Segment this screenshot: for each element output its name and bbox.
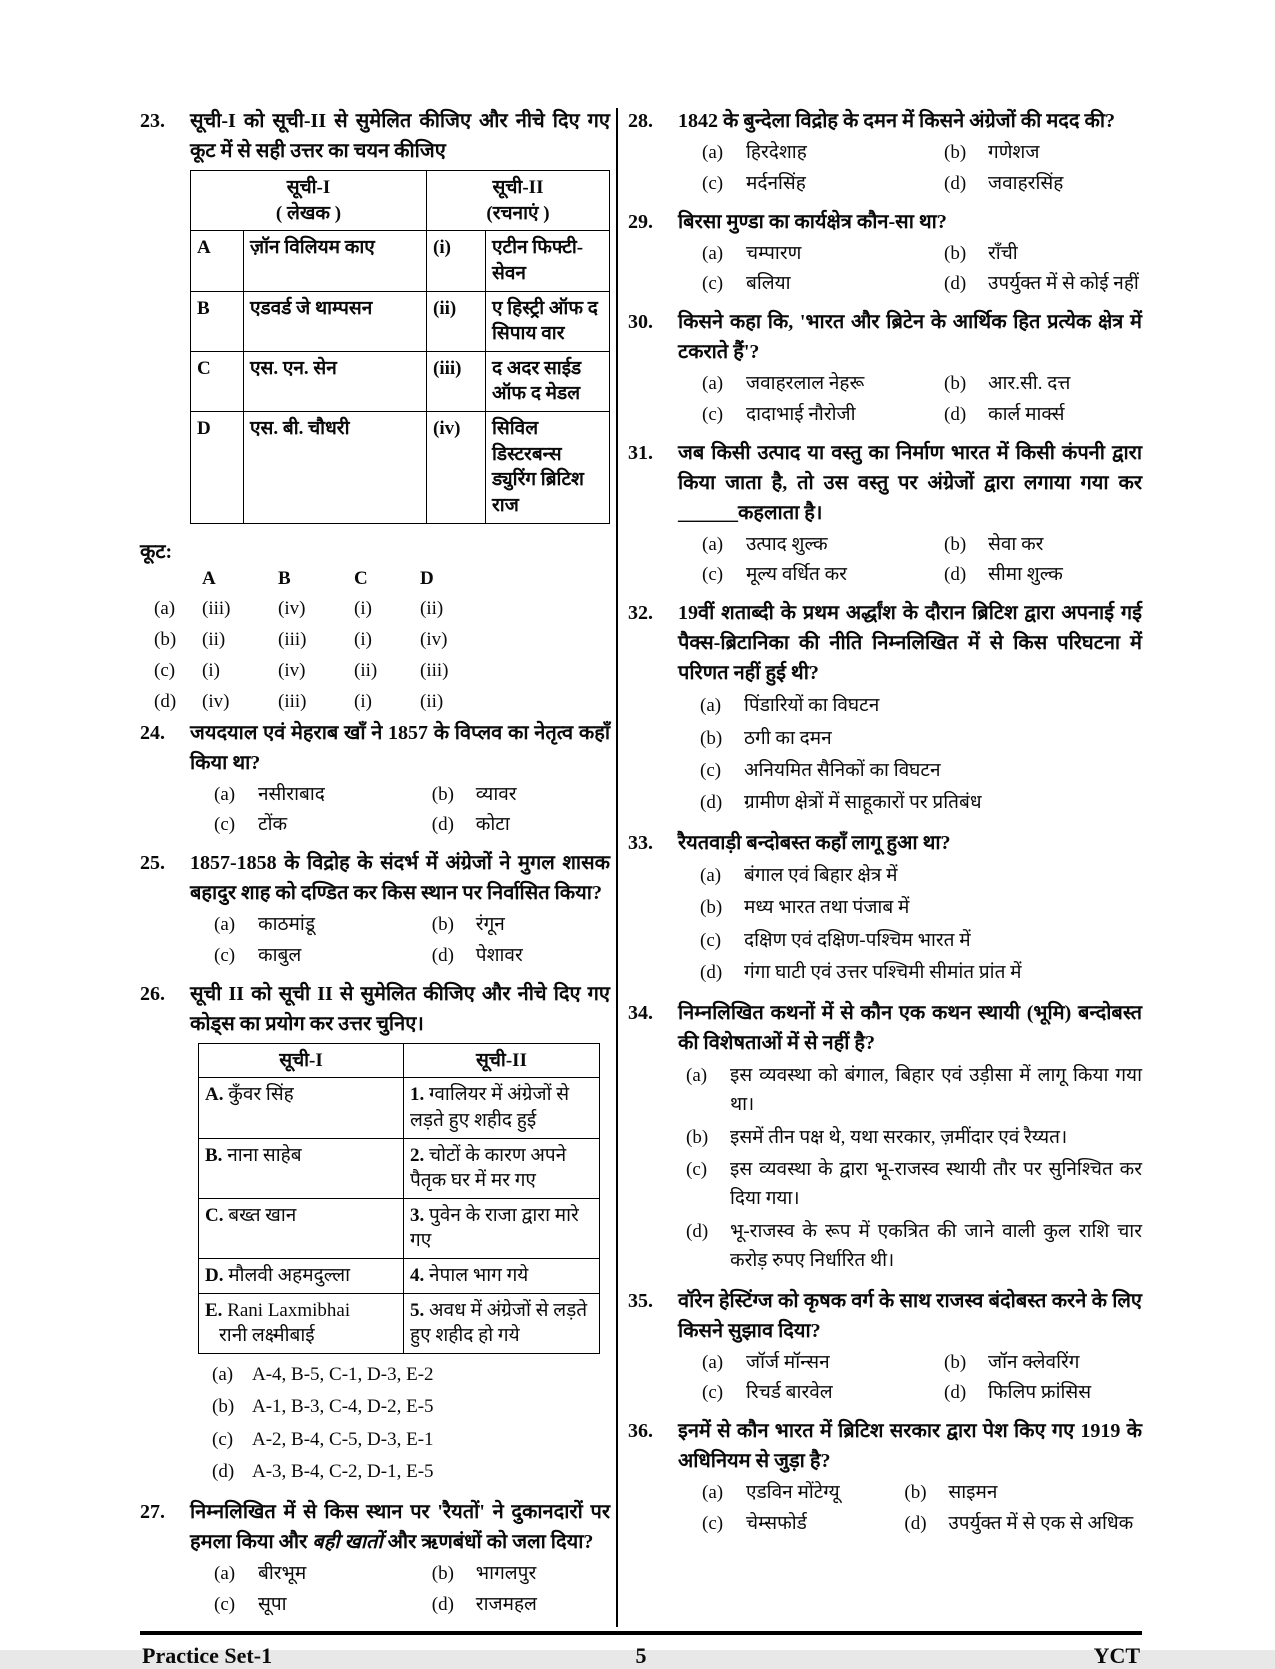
question-number: 34. [628,1001,653,1024]
question-29 [628,207,1142,301]
question-text: जब किसी उत्पाद या वस्तु का निर्माण भारत में किसी कंपनी द्वारा किया जाता है, तो उस वस्तु पर अंग्रेजों द्वारा लगाया गया कर ______कहलाता है। [678,441,1142,524]
question-31 [628,438,1142,592]
option-c: (c) अनियमित सैनिकों का विघटन [700,760,941,781]
question-35 [628,1286,1142,1410]
table-row: C. बख्त खान 3. पुवेन के राजा द्वारा मारे गए [199,1198,600,1258]
question-number: 29. [628,210,653,233]
column-divider [616,108,618,1627]
options [678,1348,1142,1410]
option-b: (b) गणेशज [944,142,1040,163]
option-d: (d) भू-राजस्व के रूप में एकत्रित की जाने वाली कुल राशि चार करोड़ रुपए निर्धारित थी। [686,1220,1142,1272]
question-32 [628,598,1142,821]
options [190,910,610,972]
option-a: (a) A-4, B-5, C-1, D-3, E-2 [212,1363,434,1385]
question-number: 24. [140,721,165,744]
table-row: B एडवर्ड जे थाम्पसन (ii) ए हिस्ट्री ऑफ द सिपाय वार [191,291,610,351]
question-23 [140,106,610,530]
table-row: C एस. एन. सेन (iii) द अदर साईड ऑफ द मेडल [191,351,610,411]
code-option-d: (d) (iv) (iii) (i) (ii) [154,690,444,712]
question-text: निम्नलिखित में से किस स्थान पर 'रैयतों' ने दुकानदारों पर हमला किया और बही खातों और ऋणबंधों को जला दिया? [190,1500,610,1553]
option-b: (b) ठगी का दमन [700,727,832,749]
table-row: E. Rani Laxmibhai रानी लक्ष्मीबाई 5. अवध में अंग्रेजों से लड़ते हुए शहीद हो गये [199,1293,600,1353]
question-text: बिरसा मुण्डा का कार्यक्षेत्र कौन-सा था? [678,210,947,233]
code-header: A B C D [202,567,434,589]
option-b: (b) मध्य भारत तथा पंजाब में [700,897,910,919]
question-text: किसने कहा कि, 'भारत और ब्रिटेन के आर्थिक हित प्रत्येक क्षेत्र में टकराते हैं'? [678,311,1142,364]
question-30 [628,307,1142,431]
question-number: 35. [628,1289,653,1312]
option-a: (a) बंगाल एवं बिहार क्षेत्र में [700,864,898,886]
option-d: (d) ग्रामीण क्षेत्रों में साहूकारों पर प्रतिबंध [700,792,982,814]
table-header: सूची-I सूची-II [199,1043,600,1078]
code-option-c: (c) (i) (iv) (ii) (iii) [154,659,449,681]
option-c: (c) बलिया [702,273,791,295]
koot-label: कूट: [140,540,173,563]
option-d: (d) कार्ल मार्क्स [944,403,1065,425]
table-row: D एस. बी. चौधरी (iv) सिविल डिस्टरबन्स ड्युरिंग ब्रिटिश राज [191,412,610,524]
option-b: (b) जॉन क्लेवरिंग [944,1351,1080,1373]
question-number: 30. [628,311,653,334]
options [190,780,610,842]
match-table-23 [190,170,610,524]
option-a: (a) बीरभूम [214,1562,307,1584]
option-a: (a) हिरदेशाह [702,142,807,163]
question-number: 32. [628,602,653,625]
option-b: (b) भागलपुर [431,1562,537,1584]
option-c: (c) दक्षिण एवं दक्षिण-पश्चिम भारत में [700,929,971,951]
table-row: D. मौलवी अहमदुल्ला 4. नेपाल भाग गये [199,1259,600,1294]
option-d: (d) उपर्युक्त में से कोई नहीं [944,273,1139,295]
page-number: 5 [635,1643,647,1669]
footer-series-title: Practice Set-1 [142,1643,273,1669]
question-36 [628,1416,1142,1540]
question-34 [628,998,1142,1279]
left-column [140,106,610,1627]
question-text: सूची-I को सूची-II से सुमेलित कीजिए और नीचे दिए गए कूट में से सही उत्तर का चयन कीजिए [190,110,610,162]
options [678,138,1142,200]
option-c: (c) सूपा [214,1593,287,1615]
option-b: (b) इसमें तीन पक्ष थे, यथा सरकार, ज़मींदार एवं रैय्यत। [686,1126,1068,1148]
option-c: (c) काबुल [214,944,302,966]
option-c: (c) चेम्सफोर्ड [702,1512,807,1534]
option-d: (d) उपर्युक्त में से एक से अधिक [904,1512,1134,1534]
option-a: (a) जवाहरलाल नेहरू [702,373,865,395]
question-number: 28. [628,110,653,132]
option-b: (b) आर.सी. दत्त [944,373,1071,395]
options [678,1478,1142,1540]
option-c: (c) दादाभाई नौरोजी [702,403,856,425]
code-options [154,564,610,718]
option-a: (a) चम्पारण [702,242,802,264]
options [678,239,1142,301]
option-b: (b) व्यावर [431,783,517,805]
question-24 [140,718,610,842]
question-25 [140,848,610,972]
right-column [628,106,1142,1627]
page-footer [140,1631,1142,1669]
option-b: (b) सेवा कर [944,533,1044,555]
option-a: (a) काठमांडू [214,914,316,936]
option-a: (a) इस व्यवस्था को बंगाल, बिहार एवं उड़ीसा में लागू किया गया था। [686,1064,1142,1116]
option-c: (c) टोंक [214,814,288,836]
options [190,1559,610,1621]
option-d: (d) पेशावर [431,944,523,966]
code-option-b: (b) (ii) (iii) (i) (iv) [154,629,448,651]
question-26 [140,979,610,1490]
options [678,369,1142,431]
question-number: 33. [628,831,653,854]
options [678,691,1142,818]
table-row: A ज़ॉन विलियम काए (i) एटीन फिफ्टी-सेवन [191,231,610,291]
question-27 [140,1497,610,1621]
table-header: सूची-I ( लेखक ) सूची-II (रचनाएं ) [191,171,610,231]
option-d: (d) राजमहल [431,1593,537,1615]
question-number: 25. [140,852,165,875]
option-a: (a) पिंडारियों का विघटन [700,695,880,717]
option-b: (b) साइमन [904,1482,998,1504]
question-text: 1842 के बुन्देला विद्रोह के दमन में किसने अंग्रेजों की मदद की? [678,110,1116,132]
content-columns [140,106,1142,1627]
option-a: (a) जॉर्ज मॉन्सन [702,1351,830,1373]
question-text: 1857-1858 के विद्रोह के संदर्भ में अंग्रेजों ने मुगल शासक बहादुर शाह को दण्डित कर किस स्थान पर निर्वासित किया? [190,852,610,905]
question-text: जयदयाल एवं मेहराब खाँ ने 1857 के विप्लव का नेतृत्व कहाँ किया था? [190,721,610,774]
options [678,530,1142,592]
question-text: इनमें से कौन भारत में ब्रिटिश सरकार द्वारा पेश किए गए 1919 के अधिनियम से जुड़ा है? [678,1420,1142,1473]
question-text: रैयतवाड़ी बन्दोबस्त कहाँ लागू हुआ था? [678,831,951,854]
question-28 [628,106,1142,200]
option-a: (a) नसीराबाद [214,783,325,805]
option-d: (d) फिलिप फ्रांसिस [944,1382,1092,1404]
option-c: (c) A-2, B-4, C-5, D-3, E-1 [212,1428,434,1450]
footer-publisher: YCT [1093,1643,1141,1669]
option-c: (c) रिचर्ड बारवेल [702,1382,833,1404]
question-number: 23. [140,110,165,132]
option-b: (b) रंगून [431,914,505,936]
option-b: (b) राँची [944,242,1018,264]
options [190,1360,610,1487]
option-d: (d) कोटा [431,814,510,836]
match-table-26 [198,1043,600,1354]
option-d: (d) A-3, B-4, C-2, D-1, E-5 [212,1461,434,1483]
question-33 [628,828,1142,991]
question-number: 26. [140,982,165,1005]
option-d: (d) गंगा घाटी एवं उत्तर पश्चिमी सीमांत प्रांत में [700,962,1022,984]
question-text: निम्नलिखित कथनों में से कौन एक कथन स्थायी (भूमि) बन्दोबस्त की विशेषताओं में से नहीं है? [678,1001,1142,1054]
option-a: (a) उत्पाद शुल्क [702,533,828,555]
question-text: सूची II को सूची II से सुमेलित कीजिए और नीचे दिए गए कोड्स का प्रयोग कर उत्तर चुनिए। [190,982,610,1035]
option-c: (c) इस व्यवस्था के द्वारा भू-राजस्व स्थायी तौर पर सुनिश्चित कर दिया गया। [686,1158,1142,1210]
question-number: 36. [628,1420,653,1443]
option-c: (c) मर्दनसिंह [702,172,806,194]
question-text: 19वीं शताब्दी के प्रथम अर्द्धांश के दौरान ब्रिटिश द्वारा अपनाई गई पैक्स-ब्रिटानिका की नीति निम्नलिखित में से किस परिघटना में परिणत नहीं हुई थी? [678,602,1142,685]
code-option-a: (a) (iii) (iv) (i) (ii) [154,598,444,620]
option-c: (c) मूल्य वर्धित कर [702,564,847,586]
question-number: 31. [628,441,653,464]
question-text: वॉरेन हेस्टिंग्ज को कृषक वर्ग के साथ राजस्व बंदोबस्त करने के लिए किसने सुझाव दिया? [678,1289,1142,1342]
option-d: (d) जवाहरसिंह [944,172,1064,194]
table-row: B. नाना साहेब 2. चोटों के कारण अपने पैतृक घर में मर गए [199,1138,600,1198]
option-b: (b) A-1, B-3, C-4, D-2, E-5 [212,1396,434,1418]
question-number: 27. [140,1500,165,1523]
option-d: (d) सीमा शुल्क [944,564,1063,586]
options [678,861,1142,988]
option-a: (a) एडविन मोंटेग्यू [702,1482,840,1504]
options [678,1061,1142,1276]
table-row: A. कुँवर सिंह 1. ग्वालियर में अंग्रेजों से लड़ते हुए शहीद हुई [199,1078,600,1138]
emphasized-text: बही खातों [312,1530,383,1553]
